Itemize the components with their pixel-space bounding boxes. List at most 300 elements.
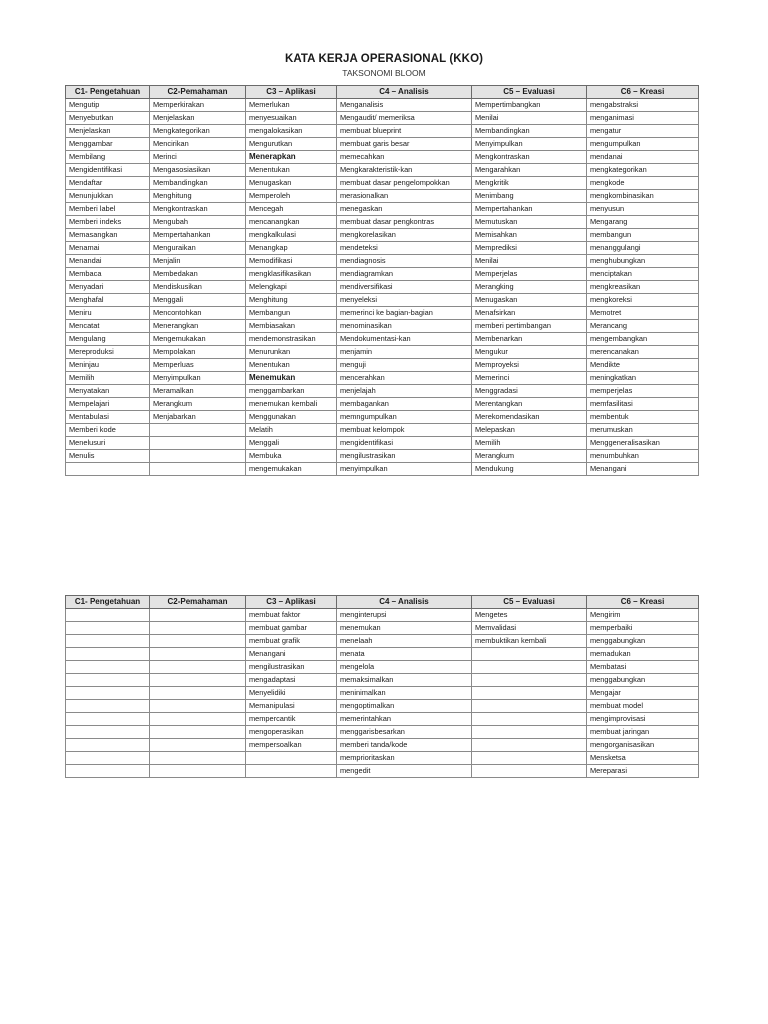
table-cell-c5-evaluasi <box>472 648 587 661</box>
table-cell-c6-kreasi: mengimprovisasi <box>587 713 699 726</box>
table-row <box>66 385 699 398</box>
table-cell-c1-pengetahuan <box>66 648 150 661</box>
table-cell-c2-pemahaman: Membedakan <box>150 268 246 281</box>
table-cell-c3-aplikasi: Membuka <box>246 450 337 463</box>
table-cell-c3-aplikasi: Memperoleh <box>246 190 337 203</box>
table-row <box>66 177 699 190</box>
table-cell-c5-evaluasi: Memperjelas <box>472 268 587 281</box>
table-cell-c3-aplikasi: Mencegah <box>246 203 337 216</box>
table-cell-c6-kreasi: mendanai <box>587 151 699 164</box>
table-cell-c2-pemahaman: Memperkirakan <box>150 99 246 112</box>
table-cell-c3-aplikasi: membuat grafik <box>246 635 337 648</box>
table-cell-c2-pemahaman: Mengkontraskan <box>150 203 246 216</box>
table-cell-c3-aplikasi: mendemonstrasikan <box>246 333 337 346</box>
table-row <box>66 635 699 648</box>
table-cell-c3-aplikasi: Menentukan <box>246 164 337 177</box>
table-cell-c1-pengetahuan: Mendaftar <box>66 177 150 190</box>
table-cell-c6-kreasi: mengembangkan <box>587 333 699 346</box>
table-cell-c2-pemahaman: Menjabarkan <box>150 411 246 424</box>
table-cell-c1-pengetahuan: Memilih <box>66 372 150 385</box>
table-cell-c2-pemahaman <box>150 674 246 687</box>
table-cell-c2-pemahaman: Menjelaskan <box>150 112 246 125</box>
table-cell-c4-analisis: menata <box>337 648 472 661</box>
table-cell-c6-kreasi: mengumpulkan <box>587 138 699 151</box>
table-cell-c1-pengetahuan: Memberi label <box>66 203 150 216</box>
table-cell-c4-analisis: mengedit <box>337 765 472 778</box>
table-cell-c4-analisis: Menganalisis <box>337 99 472 112</box>
table-cell-c2-pemahaman <box>150 765 246 778</box>
table-cell-c1-pengetahuan: Menyadari <box>66 281 150 294</box>
table-cell-c1-pengetahuan: Menandai <box>66 255 150 268</box>
table-cell-c4-analisis: menginterupsi <box>337 609 472 622</box>
table-cell-c2-pemahaman: Memperluas <box>150 359 246 372</box>
table-cell-c5-evaluasi: Menimbang <box>472 190 587 203</box>
table-cell-c6-kreasi: mengkreasikan <box>587 281 699 294</box>
table-cell-c2-pemahaman: Merangkum <box>150 398 246 411</box>
table-header-row <box>66 596 699 609</box>
table-cell-c6-kreasi: mengatur <box>587 125 699 138</box>
table-cell-c1-pengetahuan: Menyatakan <box>66 385 150 398</box>
table-cell-c5-evaluasi <box>472 739 587 752</box>
table-cell-c6-kreasi: menanggulangi <box>587 242 699 255</box>
table-cell-c2-pemahaman: Menghitung <box>150 190 246 203</box>
table-cell-c6-kreasi: Memotret <box>587 307 699 320</box>
table-cell-c1-pengetahuan <box>66 700 150 713</box>
table-cell-c4-analisis: menominasikan <box>337 320 472 333</box>
table-cell-c4-analisis: memecahkan <box>337 151 472 164</box>
table-cell-c6-kreasi: menyusun <box>587 203 699 216</box>
table-cell-c6-kreasi: Membatasi <box>587 661 699 674</box>
table-row <box>66 752 699 765</box>
document-subtitle: TAKSONOMI BLOOM <box>342 68 426 78</box>
table-cell-c3-aplikasi: Melatih <box>246 424 337 437</box>
table-row <box>66 151 699 164</box>
table-cell-c1-pengetahuan: Memasangkan <box>66 229 150 242</box>
table-cell-c2-pemahaman: Mengasosiasikan <box>150 164 246 177</box>
table-cell-c5-evaluasi: Memprediksi <box>472 242 587 255</box>
table-row <box>66 739 699 752</box>
table-cell-c5-evaluasi <box>472 687 587 700</box>
table-cell-c2-pemahaman <box>150 437 246 450</box>
table-row <box>66 255 699 268</box>
table-row <box>66 216 699 229</box>
table-cell-c1-pengetahuan <box>66 622 150 635</box>
table-row <box>66 700 699 713</box>
table-cell-c3-aplikasi: menggambarkan <box>246 385 337 398</box>
table-cell-c5-evaluasi: Merekomendasikan <box>472 411 587 424</box>
table-cell-c4-analisis: memerintahkan <box>337 713 472 726</box>
table-cell-c6-kreasi: Mengarang <box>587 216 699 229</box>
table-cell-c2-pemahaman: Membandingkan <box>150 177 246 190</box>
table-cell-c3-aplikasi: Menangkap <box>246 242 337 255</box>
table-cell-c4-analisis: memprioritaskan <box>337 752 472 765</box>
table-cell-c4-analisis: menjelajah <box>337 385 472 398</box>
table-cell-c4-analisis: membuat dasar pengelompokkan <box>337 177 472 190</box>
table-cell-c4-analisis: mengelola <box>337 661 472 674</box>
document-title: KATA KERJA OPERASIONAL (KKO) <box>284 53 484 65</box>
table-cell-c6-kreasi: merumuskan <box>587 424 699 437</box>
table-cell-c4-analisis: membuat garis besar <box>337 138 472 151</box>
table-cell-c1-pengetahuan: Mencatat <box>66 320 150 333</box>
table-cell-c1-pengetahuan: Menelusuri <box>66 437 150 450</box>
table-cell-c3-aplikasi: Menerapkan <box>246 151 337 164</box>
table-cell-c1-pengetahuan: Meniru <box>66 307 150 320</box>
table-cell-c2-pemahaman <box>150 463 246 476</box>
table-cell-c3-aplikasi: mengkalkulasi <box>246 229 337 242</box>
column-header-c2-pemahaman: C2-Pemahaman <box>150 86 246 99</box>
table-cell-c4-analisis: menelaah <box>337 635 472 648</box>
table-row <box>66 307 699 320</box>
table-cell-c5-evaluasi: membuktikan kembali <box>472 635 587 648</box>
table-cell-c5-evaluasi: Memilih <box>472 437 587 450</box>
table-cell-c2-pemahaman: Mempolakan <box>150 346 246 359</box>
table-cell-c5-evaluasi: Merangking <box>472 281 587 294</box>
table-cell-c3-aplikasi: Menyelidiki <box>246 687 337 700</box>
table-cell-c3-aplikasi: Menentukan <box>246 359 337 372</box>
table-cell-c6-kreasi: memadukan <box>587 648 699 661</box>
table-cell-c5-evaluasi: Mengkritik <box>472 177 587 190</box>
table-cell-c5-evaluasi: Memisahkan <box>472 229 587 242</box>
table-cell-c6-kreasi: menumbuhkan <box>587 450 699 463</box>
table-row <box>66 463 699 476</box>
table-cell-c4-analisis: Mendokumentasi-kan <box>337 333 472 346</box>
table-cell-c4-analisis: menguji <box>337 359 472 372</box>
table-row <box>66 648 699 661</box>
table-header-row <box>66 86 699 99</box>
column-header-c1-pengetahuan: C1- Pengetahuan <box>66 86 150 99</box>
table-cell-c3-aplikasi: Menghitung <box>246 294 337 307</box>
table-cell-c5-evaluasi: Memutuskan <box>472 216 587 229</box>
table-cell-c4-analisis: mengidentifikasi <box>337 437 472 450</box>
table-cell-c6-kreasi: Mengirim <box>587 609 699 622</box>
table-cell-c1-pengetahuan: Menyebutkan <box>66 112 150 125</box>
table-cell-c5-evaluasi: Menafsirkan <box>472 307 587 320</box>
table-cell-c4-analisis: menjamin <box>337 346 472 359</box>
table-cell-c5-evaluasi: Mengetes <box>472 609 587 622</box>
table-cell-c1-pengetahuan <box>66 674 150 687</box>
table-row <box>66 359 699 372</box>
table-cell-c1-pengetahuan <box>66 739 150 752</box>
table-cell-c6-kreasi: menganimasi <box>587 112 699 125</box>
table-cell-c1-pengetahuan: Meninjau <box>66 359 150 372</box>
table-cell-c4-analisis: mendiagramkan <box>337 268 472 281</box>
table-row <box>66 333 699 346</box>
table-cell-c4-analisis: mencerahkan <box>337 372 472 385</box>
table-cell-c1-pengetahuan: Memberi indeks <box>66 216 150 229</box>
table-row <box>66 411 699 424</box>
table-cell-c1-pengetahuan <box>66 765 150 778</box>
table-row <box>66 398 699 411</box>
table-row <box>66 125 699 138</box>
table-cell-c2-pemahaman <box>150 700 246 713</box>
table-cell-c3-aplikasi: menyesuaikan <box>246 112 337 125</box>
table-cell-c5-evaluasi <box>472 700 587 713</box>
table-row <box>66 190 699 203</box>
table-cell-c5-evaluasi <box>472 726 587 739</box>
table-row <box>66 320 699 333</box>
table-cell-c5-evaluasi: Menilai <box>472 255 587 268</box>
table-cell-c5-evaluasi: Mengkontraskan <box>472 151 587 164</box>
table-cell-c6-kreasi: Mereparasi <box>587 765 699 778</box>
column-header-c4-analisis: C4 – Analisis <box>337 86 472 99</box>
table-cell-c3-aplikasi: Menugaskan <box>246 177 337 190</box>
table-cell-c2-pemahaman: Mengkategorikan <box>150 125 246 138</box>
table-cell-c5-evaluasi <box>472 661 587 674</box>
table-cell-c1-pengetahuan: Menulis <box>66 450 150 463</box>
table-cell-c2-pemahaman <box>150 739 246 752</box>
table-cell-c6-kreasi: Menggeneralisasikan <box>587 437 699 450</box>
table-cell-c3-aplikasi: mengadaptasi <box>246 674 337 687</box>
table-cell-c6-kreasi: memfasilitasi <box>587 398 699 411</box>
table-cell-c1-pengetahuan: Membilang <box>66 151 150 164</box>
table-row <box>66 242 699 255</box>
table-cell-c4-analisis: menegaskan <box>337 203 472 216</box>
column-header-c6-kreasi: C6 – Kreasi <box>587 596 699 609</box>
table-row <box>66 765 699 778</box>
table-cell-c1-pengetahuan: Menggambar <box>66 138 150 151</box>
column-header-c5-evaluasi: C5 – Evaluasi <box>472 86 587 99</box>
table-cell-c5-evaluasi <box>472 713 587 726</box>
table-cell-c3-aplikasi: Menurunkan <box>246 346 337 359</box>
table-body <box>66 99 699 476</box>
table-cell-c6-kreasi: mengkategorikan <box>587 164 699 177</box>
table-cell-c5-evaluasi <box>472 674 587 687</box>
table-cell-c4-analisis: memngumpulkan <box>337 411 472 424</box>
table-cell-c3-aplikasi: membuat gambar <box>246 622 337 635</box>
table-cell-c1-pengetahuan: Memberi kode <box>66 424 150 437</box>
table-cell-c6-kreasi: menggabungkan <box>587 674 699 687</box>
table-cell-c1-pengetahuan <box>66 726 150 739</box>
kko-table-1 <box>65 85 699 476</box>
table-cell-c4-analisis: menemukan <box>337 622 472 635</box>
table-cell-c1-pengetahuan: Mengulang <box>66 333 150 346</box>
table-cell-c1-pengetahuan <box>66 463 150 476</box>
table-cell-c2-pemahaman <box>150 713 246 726</box>
table-cell-c3-aplikasi: mempersoalkan <box>246 739 337 752</box>
table-cell-c4-analisis: membagankan <box>337 398 472 411</box>
table-cell-c6-kreasi: memperjelas <box>587 385 699 398</box>
table-cell-c5-evaluasi: Memproyeksi <box>472 359 587 372</box>
table-cell-c1-pengetahuan <box>66 752 150 765</box>
table-cell-c2-pemahaman: Menguraikan <box>150 242 246 255</box>
table-cell-c6-kreasi: membentuk <box>587 411 699 424</box>
table-cell-c4-analisis: mendiversifikasi <box>337 281 472 294</box>
table-cell-c4-analisis: memerinci ke bagian-bagian <box>337 307 472 320</box>
table-cell-c4-analisis: membuat kelompok <box>337 424 472 437</box>
table-cell-c4-analisis: Mengaudit/ memeriksa <box>337 112 472 125</box>
table-row <box>66 437 699 450</box>
table-cell-c6-kreasi: mengkoreksi <box>587 294 699 307</box>
table-cell-c2-pemahaman <box>150 648 246 661</box>
column-header-c3-aplikasi: C3 – Aplikasi <box>246 596 337 609</box>
table-cell-c5-evaluasi: Menilai <box>472 112 587 125</box>
table-cell-c4-analisis: memberi tanda/kode <box>337 739 472 752</box>
table-cell-c3-aplikasi: menemukan kembali <box>246 398 337 411</box>
table-cell-c1-pengetahuan <box>66 609 150 622</box>
table-cell-c3-aplikasi: Membangun <box>246 307 337 320</box>
table-cell-c1-pengetahuan: Menghafal <box>66 294 150 307</box>
table-cell-c6-kreasi: membuat model <box>587 700 699 713</box>
table-cell-c6-kreasi: Mendikte <box>587 359 699 372</box>
table-cell-c3-aplikasi: mengklasifikasikan <box>246 268 337 281</box>
table-cell-c2-pemahaman <box>150 726 246 739</box>
table-cell-c4-analisis: memaksimalkan <box>337 674 472 687</box>
table-row <box>66 346 699 359</box>
table-cell-c4-analisis: menyimpulkan <box>337 463 472 476</box>
table-cell-c5-evaluasi: Menggradasi <box>472 385 587 398</box>
table-row <box>66 713 699 726</box>
table-cell-c2-pemahaman <box>150 687 246 700</box>
table-cell-c1-pengetahuan: Menjelaskan <box>66 125 150 138</box>
table-row <box>66 609 699 622</box>
table-cell-c5-evaluasi: Memvalidasi <box>472 622 587 635</box>
table-cell-c4-analisis: membuat blueprint <box>337 125 472 138</box>
table-cell-c3-aplikasi: Memerlukan <box>246 99 337 112</box>
table-cell-c2-pemahaman <box>150 635 246 648</box>
table-cell-c2-pemahaman: Merinci <box>150 151 246 164</box>
table-cell-c1-pengetahuan <box>66 661 150 674</box>
column-header-c4-analisis: C4 – Analisis <box>337 596 472 609</box>
table-cell-c6-kreasi: Menangani <box>587 463 699 476</box>
table-cell-c6-kreasi: menghubungkan <box>587 255 699 268</box>
table-cell-c3-aplikasi <box>246 752 337 765</box>
table-cell-c6-kreasi: menciptakan <box>587 268 699 281</box>
table-row <box>66 281 699 294</box>
table-cell-c4-analisis: mendiagnosis <box>337 255 472 268</box>
table-cell-c2-pemahaman <box>150 450 246 463</box>
table-cell-c5-evaluasi: Mendukung <box>472 463 587 476</box>
table-cell-c1-pengetahuan <box>66 635 150 648</box>
column-header-c1-pengetahuan: C1- Pengetahuan <box>66 596 150 609</box>
table-cell-c6-kreasi: membuat jaringan <box>587 726 699 739</box>
table-cell-c3-aplikasi: Memanipulasi <box>246 700 337 713</box>
column-header-c3-aplikasi: C3 – Aplikasi <box>246 86 337 99</box>
table-cell-c5-evaluasi: Membandingkan <box>472 125 587 138</box>
table-cell-c6-kreasi: Mengajar <box>587 687 699 700</box>
table-row <box>66 661 699 674</box>
table-cell-c6-kreasi: mengorganisasikan <box>587 739 699 752</box>
table-cell-c2-pemahaman: Mencirikan <box>150 138 246 151</box>
table-cell-c5-evaluasi: Melepaskan <box>472 424 587 437</box>
table-cell-c5-evaluasi: Mempertahankan <box>472 203 587 216</box>
table-cell-c2-pemahaman <box>150 752 246 765</box>
table-cell-c4-analisis: membuat dasar pengkontras <box>337 216 472 229</box>
table-cell-c2-pemahaman: Meramalkan <box>150 385 246 398</box>
table-row <box>66 674 699 687</box>
table-cell-c6-kreasi: mengabstraksi <box>587 99 699 112</box>
table-cell-c2-pemahaman: Mengubah <box>150 216 246 229</box>
table-cell-c4-analisis: meninimalkan <box>337 687 472 700</box>
table-row <box>66 687 699 700</box>
table-row <box>66 138 699 151</box>
table-cell-c3-aplikasi: Membiasakan <box>246 320 337 333</box>
table-cell-c3-aplikasi: mempercantik <box>246 713 337 726</box>
table-cell-c3-aplikasi: Menemukan <box>246 372 337 385</box>
table-row <box>66 372 699 385</box>
table-cell-c2-pemahaman <box>150 609 246 622</box>
table-cell-c5-evaluasi <box>472 765 587 778</box>
table-cell-c3-aplikasi: Melengkapi <box>246 281 337 294</box>
table-cell-c5-evaluasi <box>472 752 587 765</box>
kko-table-2 <box>65 595 699 778</box>
table-cell-c6-kreasi: mengkombinasikan <box>587 190 699 203</box>
table-row <box>66 450 699 463</box>
table-cell-c5-evaluasi: Mempertimbangkan <box>472 99 587 112</box>
table-cell-c6-kreasi: menggabungkan <box>587 635 699 648</box>
table-cell-c6-kreasi: merencanakan <box>587 346 699 359</box>
table-cell-c6-kreasi: Mensketsa <box>587 752 699 765</box>
table-cell-c5-evaluasi: Menugaskan <box>472 294 587 307</box>
table-cell-c6-kreasi: memperbaiki <box>587 622 699 635</box>
table-cell-c2-pemahaman: Menerangkan <box>150 320 246 333</box>
column-header-c5-evaluasi: C5 – Evaluasi <box>472 596 587 609</box>
table-row <box>66 424 699 437</box>
table-cell-c2-pemahaman: Mempertahankan <box>150 229 246 242</box>
table-cell-c6-kreasi: membangun <box>587 229 699 242</box>
table-cell-c2-pemahaman: Mengemukakan <box>150 333 246 346</box>
table-cell-c6-kreasi: Merancang <box>587 320 699 333</box>
table-cell-c4-analisis: mengoptimalkan <box>337 700 472 713</box>
table-cell-c1-pengetahuan: Menunjukkan <box>66 190 150 203</box>
table-row <box>66 294 699 307</box>
table-cell-c4-analisis: menyeleksi <box>337 294 472 307</box>
table-cell-c1-pengetahuan: Mentabulasi <box>66 411 150 424</box>
table-cell-c1-pengetahuan <box>66 713 150 726</box>
table-cell-c6-kreasi: meningkatkan <box>587 372 699 385</box>
table-cell-c5-evaluasi: memberi pertimbangan <box>472 320 587 333</box>
table-cell-c1-pengetahuan: Mengidentifikasi <box>66 164 150 177</box>
table-cell-c3-aplikasi: mengilustrasikan <box>246 661 337 674</box>
table-cell-c4-analisis: merasionalkan <box>337 190 472 203</box>
table-cell-c5-evaluasi: Merangkum <box>472 450 587 463</box>
table-row <box>66 112 699 125</box>
table-cell-c4-analisis: menggarisbesarkan <box>337 726 472 739</box>
table-cell-c3-aplikasi: Mengurutkan <box>246 138 337 151</box>
table-cell-c3-aplikasi: Menggunakan <box>246 411 337 424</box>
table-cell-c1-pengetahuan: Membaca <box>66 268 150 281</box>
table-row <box>66 622 699 635</box>
table-cell-c2-pemahaman <box>150 622 246 635</box>
table-cell-c3-aplikasi: mencanangkan <box>246 216 337 229</box>
table-cell-c5-evaluasi: Mengarahkan <box>472 164 587 177</box>
table-row <box>66 268 699 281</box>
table-cell-c2-pemahaman: Menggali <box>150 294 246 307</box>
table-cell-c5-evaluasi: Mengukur <box>472 346 587 359</box>
table-cell-c3-aplikasi: Menggali <box>246 437 337 450</box>
table-cell-c3-aplikasi: Memodifikasi <box>246 255 337 268</box>
table-cell-c4-analisis: mengkorelasikan <box>337 229 472 242</box>
table-cell-c6-kreasi: mengkode <box>587 177 699 190</box>
table-cell-c1-pengetahuan: Menamai <box>66 242 150 255</box>
table-row <box>66 203 699 216</box>
table-cell-c3-aplikasi: Menangani <box>246 648 337 661</box>
table-row <box>66 726 699 739</box>
table-cell-c3-aplikasi: membuat faktor <box>246 609 337 622</box>
table-cell-c1-pengetahuan: Mengutip <box>66 99 150 112</box>
table-cell-c4-analisis: Mengkarakteristik-kan <box>337 164 472 177</box>
table-cell-c5-evaluasi: Membenarkan <box>472 333 587 346</box>
table-cell-c1-pengetahuan: Mempelajari <box>66 398 150 411</box>
table-cell-c3-aplikasi <box>246 765 337 778</box>
table-cell-c2-pemahaman <box>150 424 246 437</box>
table-cell-c2-pemahaman: Menyimpulkan <box>150 372 246 385</box>
table-cell-c1-pengetahuan: Mereproduksi <box>66 346 150 359</box>
table-cell-c1-pengetahuan <box>66 687 150 700</box>
table-cell-c4-analisis: mengilustrasikan <box>337 450 472 463</box>
table-row <box>66 164 699 177</box>
column-header-c6-kreasi: C6 – Kreasi <box>587 86 699 99</box>
table-cell-c3-aplikasi: mengemukakan <box>246 463 337 476</box>
